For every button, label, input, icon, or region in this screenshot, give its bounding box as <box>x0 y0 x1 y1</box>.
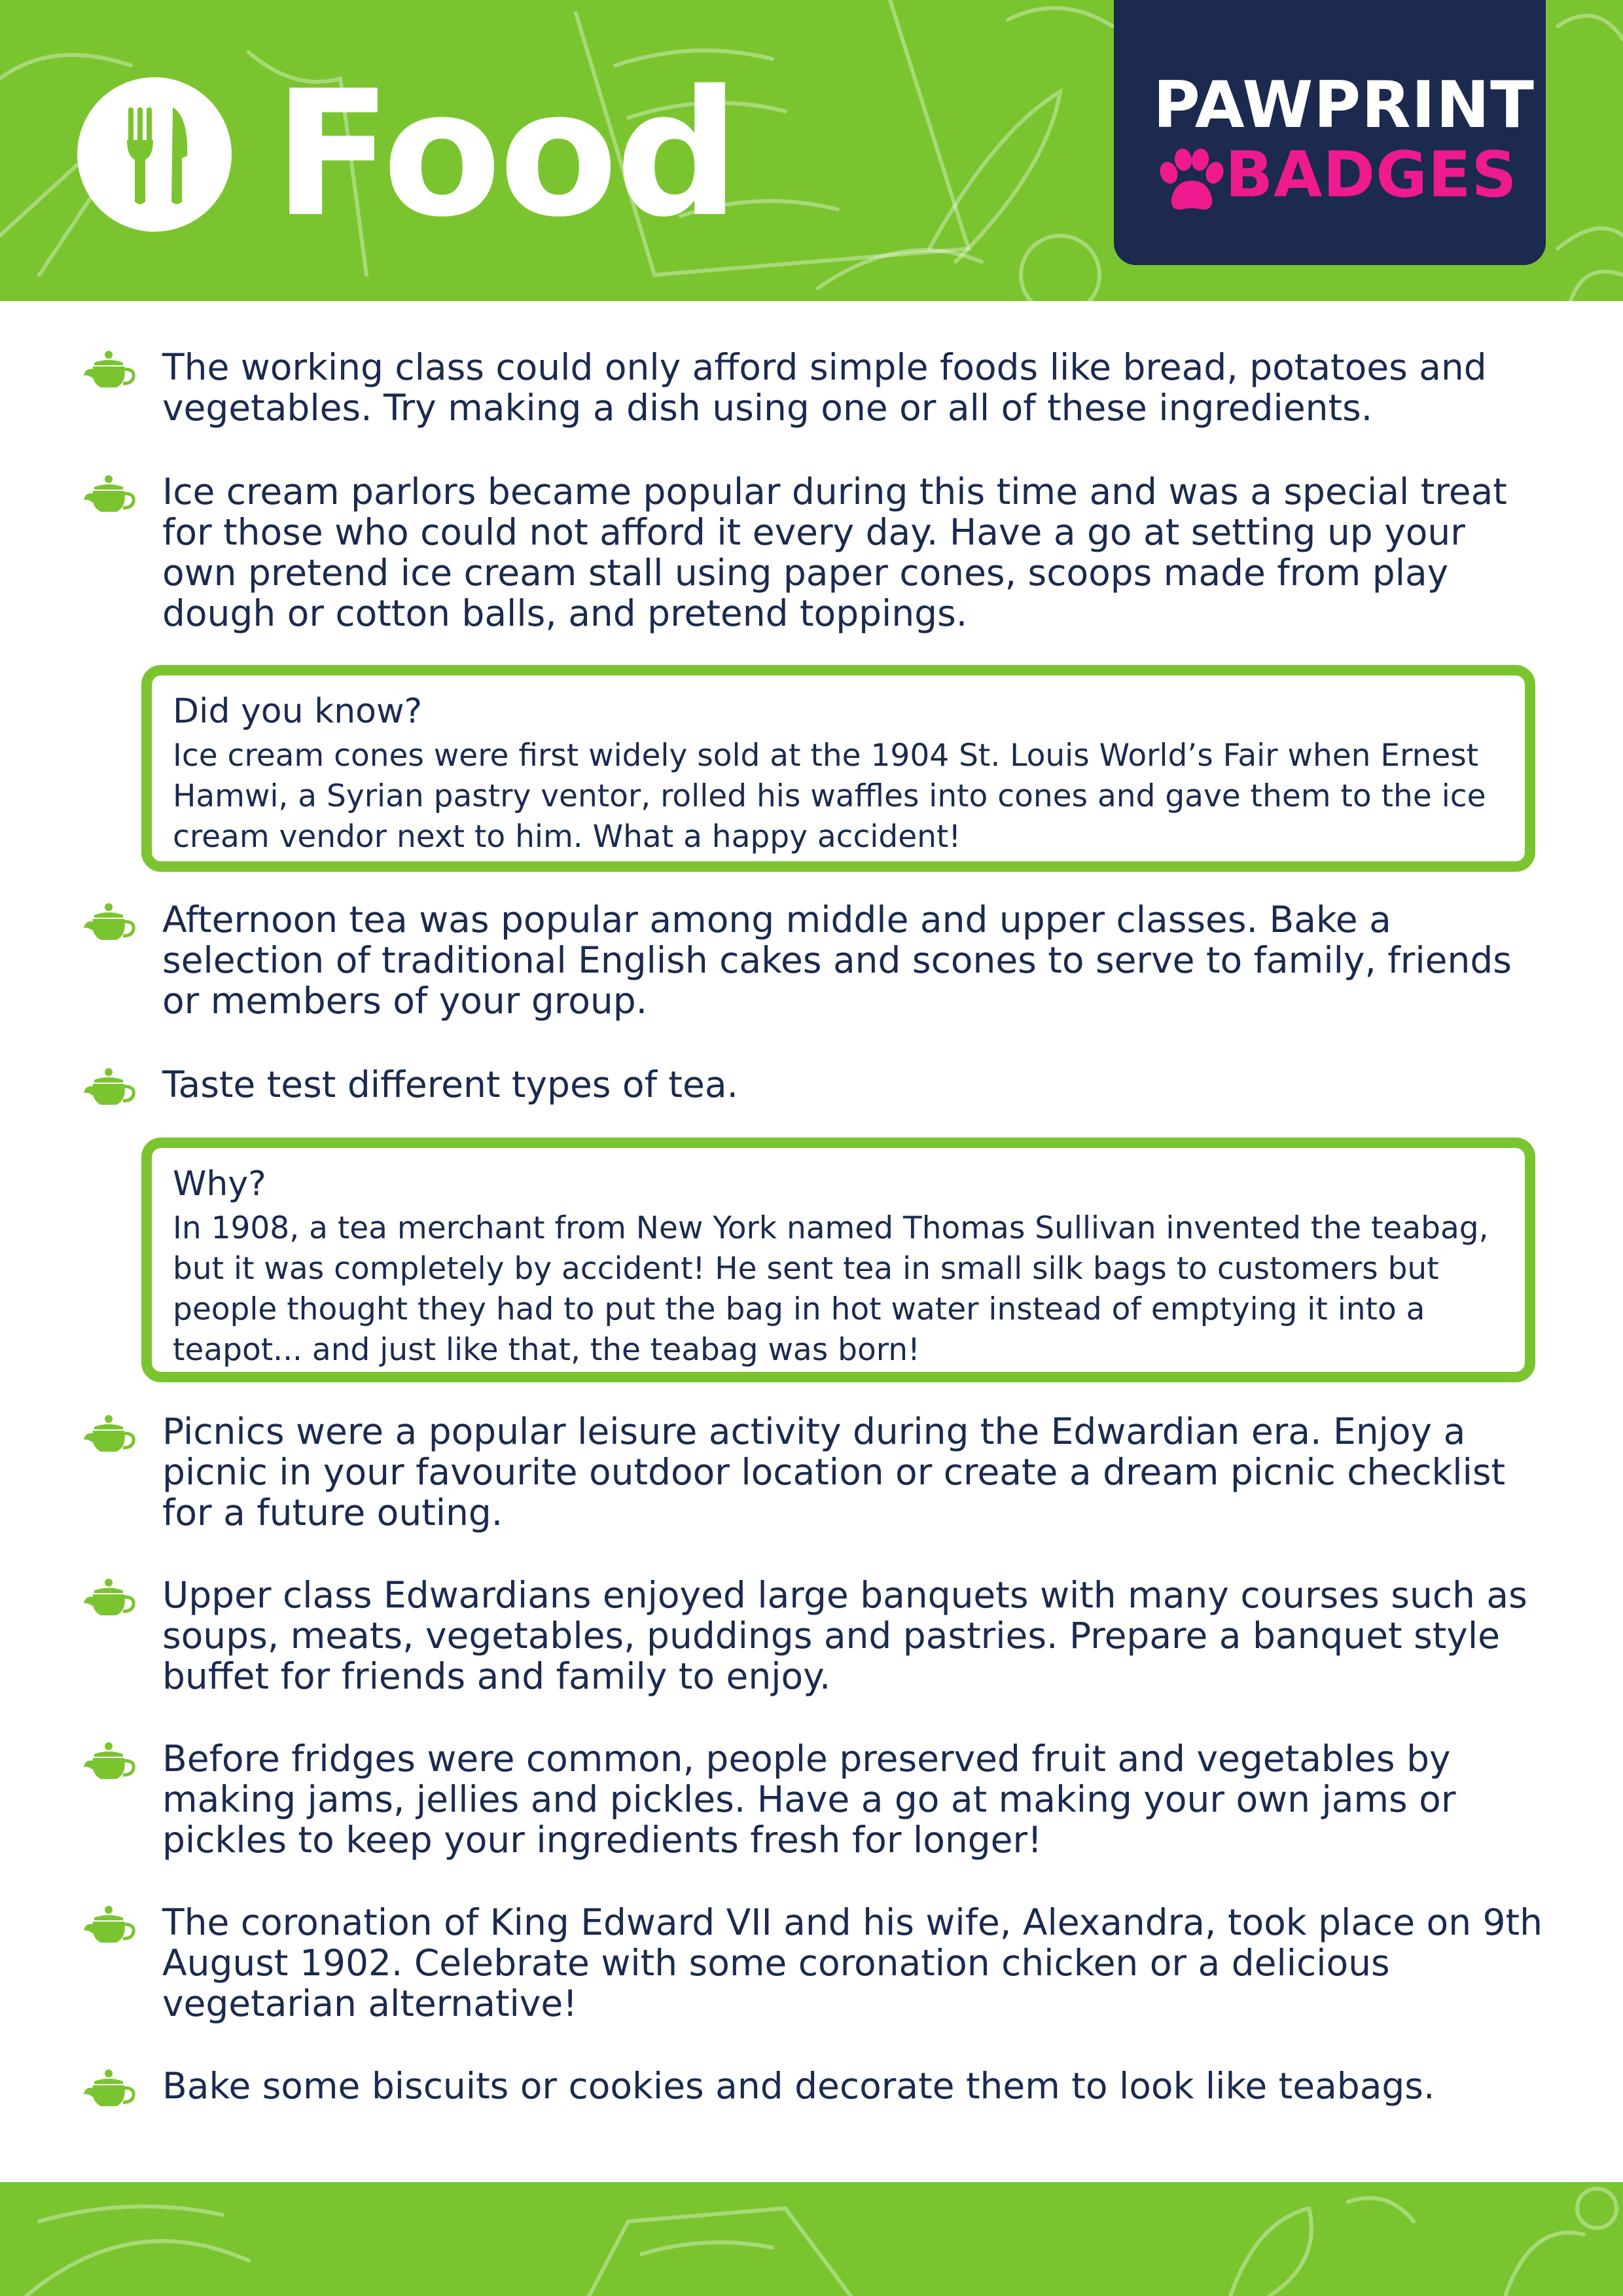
footer-banner <box>0 2182 1623 2296</box>
teapot-icon <box>84 1905 137 1945</box>
logo-text-badges: BADGES <box>1225 138 1518 211</box>
item-text: The coronation of King Edward VII and his wife, Alexandra, took place on 9th August 1902. Celebrate with some coronation chicken or a delicious vegetarian alternative! <box>162 1901 1543 2024</box>
doodle-background <box>0 2182 1623 2296</box>
logo-text-pawprint: PAWPRINT <box>1153 68 1535 143</box>
page-title: Food <box>274 54 738 255</box>
item-text: Ice cream parlors became popular during this time and was a special treat for those who could not afford it every day. Have a go at setting up your own pretend ice cream stall using paper cones, scoops made from play dough or cotton balls, and pretend toppings. <box>162 471 1507 634</box>
paw-icon <box>1154 148 1226 213</box>
teapot-icon <box>84 902 137 942</box>
teapot-icon <box>84 474 137 514</box>
teapot-icon <box>84 350 137 390</box>
item-text: Upper class Edwardians enjoyed large banquets with many courses such as soups, meats, vegetables, puddings and pastries. Prepare a banquet style buffet for friends and family to enjoy. <box>162 1574 1527 1697</box>
item-text: The working class could only afford simple foods like bread, potatoes and vegetables. Try making a dish using one or all of these ingredients. <box>162 346 1487 429</box>
callout-title: Why? <box>173 1164 266 1204</box>
callout-body: Ice cream cones were first widely sold at the 1904 St. Louis World’s Fair when Ernest Hamwi, a Syrian pastry ventor, rolled his waffles into cones and gave them to the ice cream vendor next to him. What a happy accident! <box>173 738 1486 855</box>
item-text: Picnics were a popular leisure activity during the Edwardian era. Enjoy a picnic in your favourite outdoor location or create a dream picnic checklist for a future outing. <box>162 1410 1506 1534</box>
item-text: Before fridges were common, people preserved fruit and vegetables by making jams, jellies and pickles. Have a go at making your own jams or pickles to keep your ingredients fresh for longer! <box>162 1738 1456 1861</box>
item-text: Bake some biscuits or cookies and decorate them to look like teabags. <box>162 2065 1435 2107</box>
teapot-icon <box>84 1741 137 1782</box>
teapot-icon <box>84 1577 137 1618</box>
did-you-know-callout <box>141 665 1535 872</box>
teapot-icon <box>84 2068 137 2109</box>
teapot-icon <box>84 1414 137 1454</box>
pawprint-badges-logo <box>1114 0 1546 265</box>
fork-knife-icon <box>77 77 232 232</box>
callout-body: In 1908, a tea merchant from New York named Thomas Sullivan invented the teabag, but it was completely by accident! He sent tea in small silk bags to customers but people thought they had to put the bag in hot water instead of emptying it into a teapot... and just like that, the teabag was born! <box>173 1210 1489 1368</box>
why-callout <box>141 1138 1535 1382</box>
callout-title: Did you know? <box>173 692 423 731</box>
item-text: Taste test different types of tea. <box>162 1064 738 1105</box>
header-banner <box>0 0 1623 301</box>
teapot-icon <box>84 1067 137 1107</box>
item-text: Afternoon tea was popular among middle and upper classes. Bake a selection of traditional English cakes and scones to serve to family, friends or members of your group. <box>162 899 1512 1022</box>
